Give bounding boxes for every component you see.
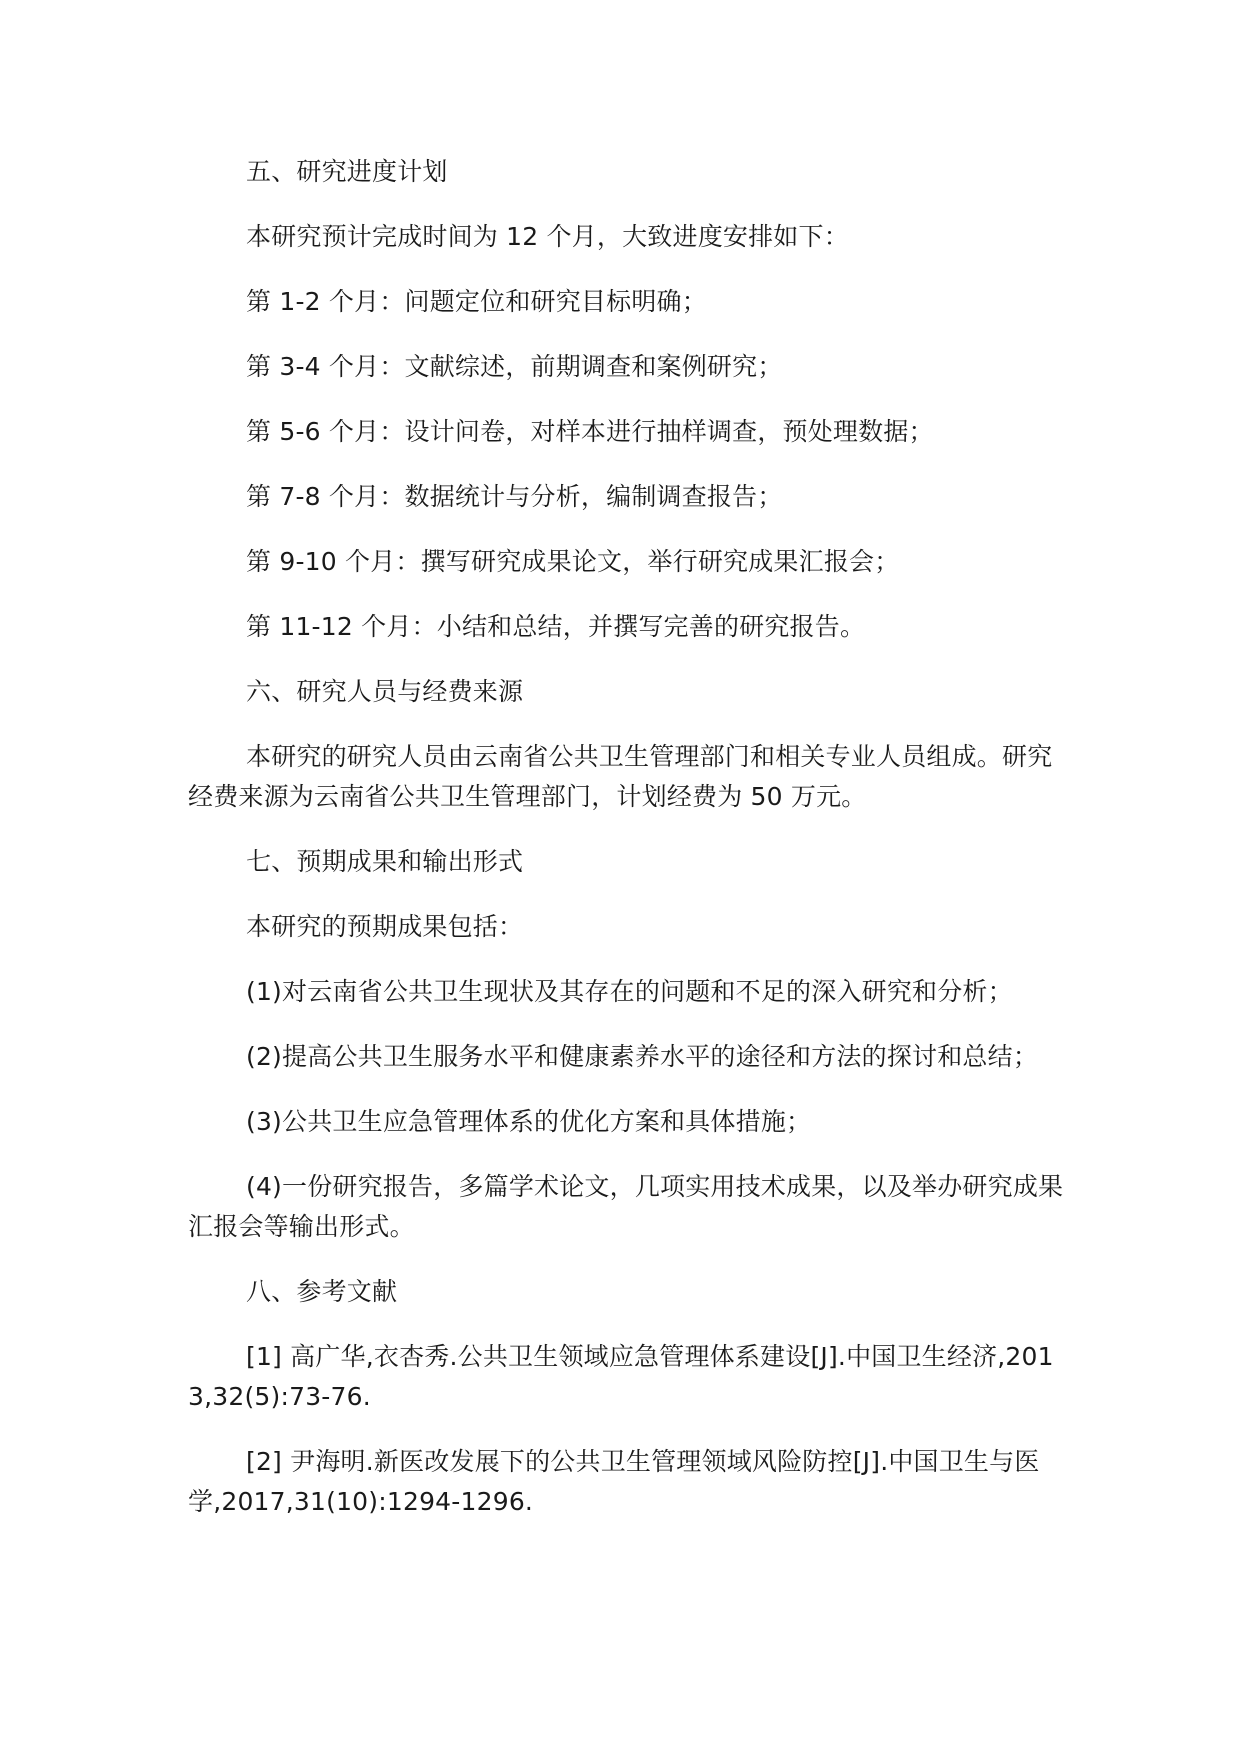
outcome-item: (2)提高公共卫生服务水平和健康素养水平的途径和方法的探讨和总结； — [246, 1042, 1039, 1071]
schedule-item: 第 11-12 个月：小结和总结，并撰写完善的研究报告。 — [246, 612, 866, 641]
outcome-item: (3)公共卫生应急管理体系的优化方案和具体措施； — [246, 1107, 812, 1136]
reference-item: [1] 高广华,衣杏秀.公共卫生领域应急管理体系建设[J].中国卫生经济,2013,32(5):73-76. — [188, 1342, 1054, 1411]
schedule-item: 第 5-6 个月：设计问卷，对样本进行抽样调查，预处理数据； — [246, 417, 934, 446]
schedule-item: 第 3-4 个月：文献综述，前期调查和案例研究； — [246, 352, 783, 381]
schedule-intro: 本研究预计完成时间为 12 个月，大致进度安排如下： — [246, 222, 849, 251]
section-heading-outcomes: 七、预期成果和输出形式 — [246, 847, 524, 876]
schedule-item: 第 9-10 个月：撰写研究成果论文，举行研究成果汇报会； — [246, 547, 900, 576]
reference-item: [2] 尹海明.新医改发展下的公共卫生管理领域风险防控[J].中国卫生与医学,2017,31(10):1294-1296. — [188, 1447, 1040, 1516]
outcome-item: (1)对云南省公共卫生现状及其存在的问题和不足的深入研究和分析； — [246, 977, 1013, 1006]
schedule-item: 第 7-8 个月：数据统计与分析，编制调查报告； — [246, 482, 783, 511]
outcome-item: (4)一份研究报告，多篇学术论文，几项实用技术成果，以及举办研究成果汇报会等输出形式。 — [188, 1172, 1064, 1241]
outcomes-intro: 本研究的预期成果包括： — [246, 912, 524, 941]
section-heading-personnel: 六、研究人员与经费来源 — [246, 677, 524, 706]
section-heading-schedule: 五、研究进度计划 — [246, 157, 448, 186]
schedule-item: 第 1-2 个月：问题定位和研究目标明确； — [246, 287, 707, 316]
personnel-paragraph: 本研究的研究人员由云南省公共卫生管理部门和相关专业人员组成。研究经费来源为云南省公共卫生管理部门，计划经费为 50 万元。 — [188, 742, 1053, 811]
section-heading-references: 八、参考文献 — [246, 1277, 398, 1306]
document-body — [188, 152, 1068, 1547]
